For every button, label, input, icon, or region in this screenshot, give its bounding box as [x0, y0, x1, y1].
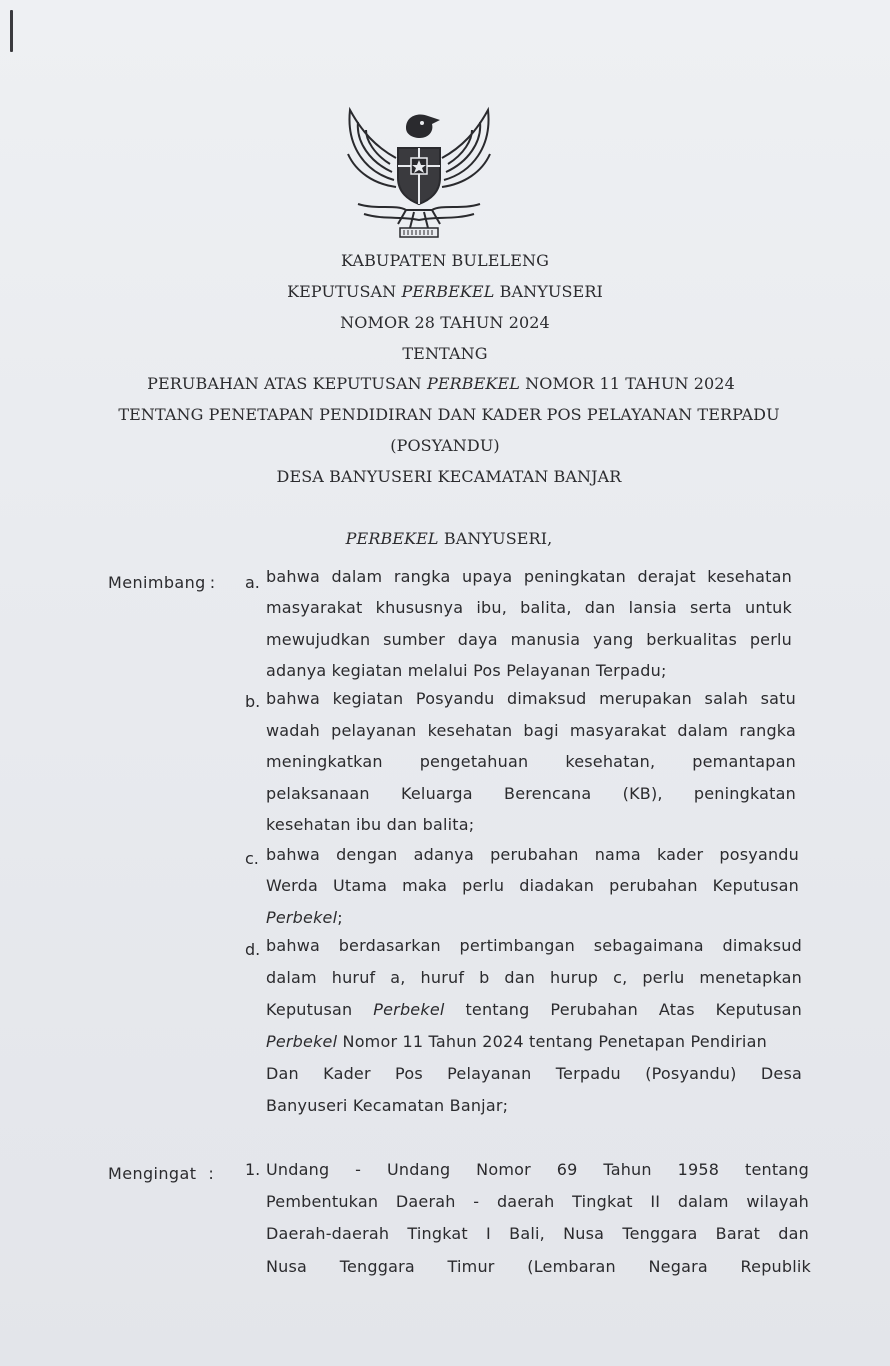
subject-prefix: PERUBAHAN ATAS KEPUTUSAN: [147, 374, 427, 393]
subject-suffix: NOMOR 11 TAHUN 2024: [519, 374, 735, 393]
mengingat-label: [108, 1164, 214, 1183]
law-1-line-1: Undang - Undang Nomor 69 Tahun 1958 tentang: [266, 1160, 809, 1179]
decree-number: NOMOR 28 TAHUN 2024: [340, 313, 550, 332]
decree-italic: PERBEKEL: [401, 282, 495, 301]
item-d-line-6: Banyuseri Kecamatan Banjar;: [266, 1096, 509, 1115]
official-italic: PERBEKEL: [345, 529, 439, 548]
item-marker-1: 1.: [245, 1160, 261, 1179]
item-d-line-3: [266, 1000, 802, 1019]
item-a-line-3: mewujudkan sumber daya manusia yang berkualitas perlu: [266, 630, 792, 649]
item-b-line-1: bahwa kegiatan Posyandu dimaksud merupakan salah satu: [266, 689, 796, 708]
subject-italic: PERBEKEL: [426, 374, 520, 393]
decree-title: [0, 282, 890, 301]
scan-edge-mark: [10, 10, 13, 52]
item-d-line3-prefix: Keputusan: [266, 1000, 374, 1019]
menimbang-label: [108, 573, 215, 592]
item-a-line-1: bahwa dalam rangka upaya peningkatan derajat kesehatan: [266, 567, 792, 586]
decree-suffix: BANYUSERI: [494, 282, 603, 301]
item-marker-d: d.: [245, 940, 261, 959]
item-b-line-4: pelaksanaan Keluarga Berencana (KB), peningkatan: [266, 784, 796, 803]
item-d-line3-suffix: tentang Perubahan Atas Keputusan: [444, 1000, 803, 1019]
menimbang-colon: :: [209, 573, 216, 592]
item-marker-a: a.: [245, 573, 260, 592]
menimbang-label-text: Menimbang: [108, 573, 206, 592]
item-d-line3-italic: Perbekel: [373, 1000, 445, 1019]
official-suffix: BANYUSERI,: [438, 529, 553, 548]
law-1-line-3: Daerah-daerah Tingkat I Bali, Nusa Tenggara Barat dan: [266, 1224, 809, 1243]
item-c-line-2: Werda Utama maka perlu diadakan perubahan Keputusan: [266, 876, 799, 895]
mengingat-colon: :: [208, 1164, 215, 1183]
item-c-italic: Perbekel: [266, 908, 338, 927]
item-d-line-5: Dan Kader Pos Pelayanan Terpadu (Posyandu) Desa: [266, 1064, 802, 1083]
item-a-line-2: masyarakat khususnya ibu, balita, dan lansia serta untuk: [266, 598, 792, 617]
subject-line-3: (POSYANDU): [390, 436, 500, 455]
law-1-line-2: Pembentukan Daerah - daerah Tingkat II dalam wilayah: [266, 1192, 809, 1211]
item-a-line-4: adanya kegiatan melalui Pos Pelayanan Terpadu;: [266, 661, 667, 680]
subject-line-2: TENTANG PENETAPAN PENDIDIRAN DAN KADER POS PELAYANAN TERPADU: [118, 405, 780, 424]
decree-prefix: KEPUTUSAN: [287, 282, 402, 301]
item-c-suffix: ;: [337, 908, 343, 927]
item-c-line-3: [266, 908, 343, 927]
region-title: KABUPATEN BULELENG: [341, 251, 549, 270]
item-d-line-4: [266, 1032, 802, 1051]
item-b-line-3: meningkatkan pengetahuan kesehatan, pemantapan: [266, 752, 796, 771]
garuda-emblem-icon: [336, 92, 502, 242]
item-b-line-5: kesehatan ibu dan balita;: [266, 815, 475, 834]
subject-line-1: [0, 374, 886, 393]
item-d-line4-italic: Perbekel: [266, 1032, 338, 1051]
item-d-line-2: dalam huruf a, huruf b dan hurup c, perlu menetapkan: [266, 968, 802, 987]
law-1-line-4: Nusa Tenggara Timur (Lembaran Negara Republik: [266, 1257, 811, 1276]
official-heading: [4, 529, 890, 548]
item-marker-b: b.: [245, 692, 261, 711]
mengingat-label-text: Mengingat: [108, 1164, 197, 1183]
subject-line-4: DESA BANYUSERI KECAMATAN BANJAR: [276, 467, 622, 486]
item-d-line-1: bahwa berdasarkan pertimbangan sebagaimana dimaksud: [266, 936, 802, 955]
item-b-line-2: wadah pelayanan kesehatan bagi masyarakat dalam rangka: [266, 721, 796, 740]
item-c-line-1: bahwa dengan adanya perubahan nama kader posyandu: [266, 845, 799, 864]
about-heading: TENTANG: [402, 344, 488, 363]
item-d-line4-suffix: Nomor 11 Tahun 2024 tentang Penetapan Pendirian: [337, 1032, 767, 1051]
item-marker-c: c.: [245, 849, 259, 868]
